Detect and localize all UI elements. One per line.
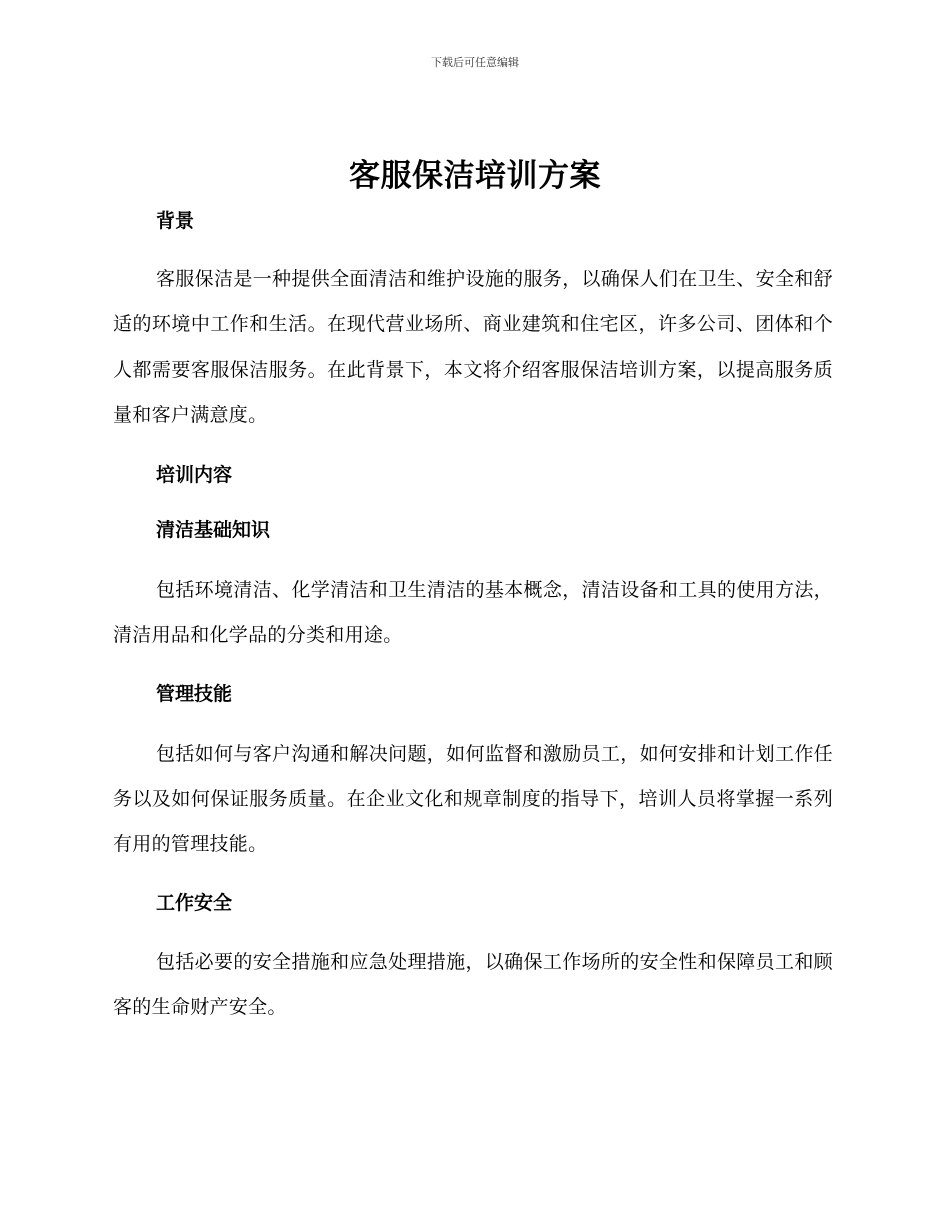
page-title: 客服保洁培训方案 — [349, 158, 601, 194]
heading-training-content: 培训内容 — [156, 464, 233, 487]
paragraph-management-skills: 包括如何与客户沟通和解决问题，如何监督和激励员工，如何安排和计划工作任务以及如何保证服务质量。在企业文化和规章制度的指导下，培训人员将掌握一系列有用的管理技能。 — [113, 742, 833, 856]
heading-cleaning-basics: 清洁基础知识 — [156, 519, 271, 542]
paragraph-background: 客服保洁是一种提供全面清洁和维护设施的服务，以确保人们在卫生、安全和舒适的环境中工作和生活。在现代营业场所、商业建筑和住宅区，许多公司、团体和个人都需要客服保洁服务。在此背景下，本文将介绍客服保洁培训方案，以提高服务质量和客户满意度。 — [113, 268, 833, 426]
header-note: 下载后可任意编辑 — [431, 56, 519, 69]
paragraph-cleaning-basics: 包括环境清洁、化学清洁和卫生清洁的基本概念，清洁设备和工具的使用方法，清洁用品和化学品的分类和用途。 — [113, 579, 833, 647]
heading-work-safety: 工作安全 — [156, 891, 233, 914]
heading-background: 背景 — [156, 210, 195, 232]
document-body — [113, 205, 833, 1030]
paragraph-work-safety: 包括必要的安全措施和应急处理措施，以确保工作场所的安全性和保障员工和顾客的生命财产安全。 — [113, 950, 833, 1018]
heading-management-skills: 管理技能 — [156, 682, 233, 705]
